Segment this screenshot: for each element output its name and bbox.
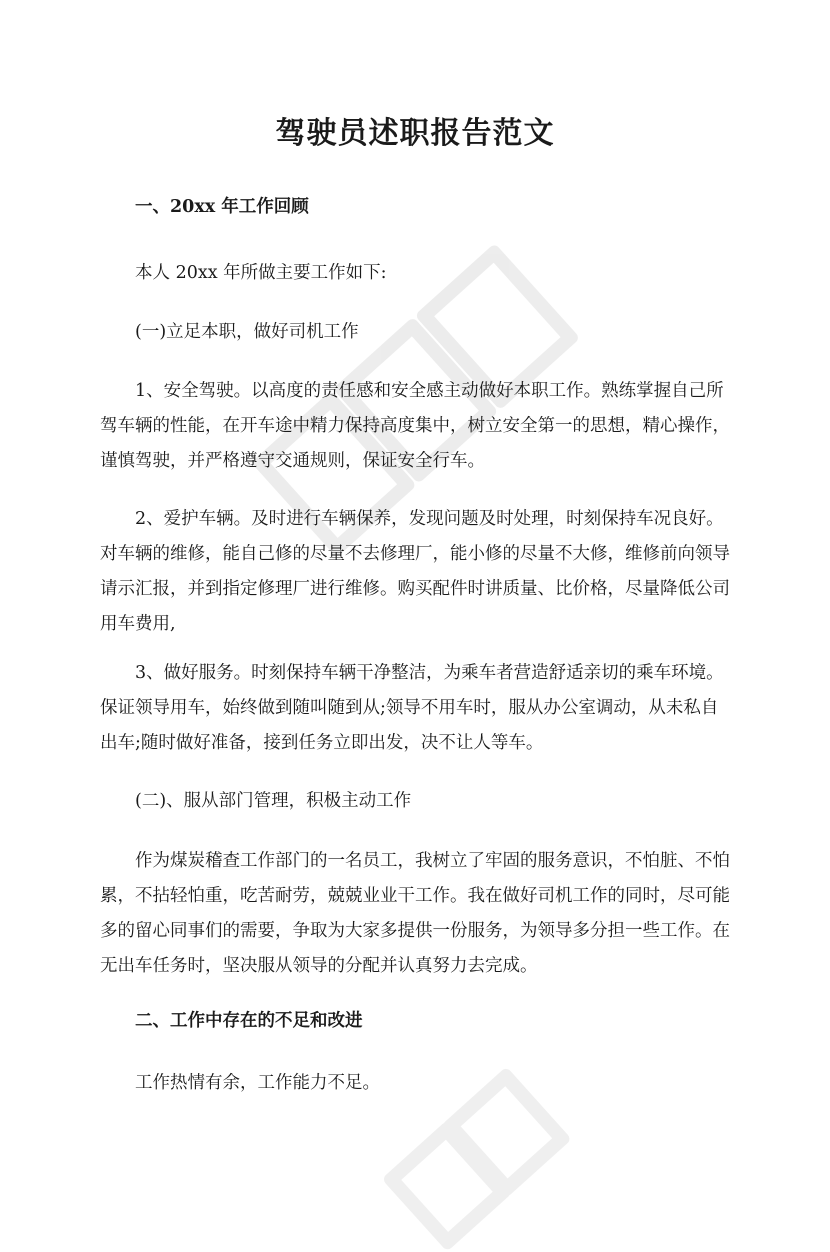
watermark-graphic-bottom (375, 1024, 605, 1246)
intro-paragraph: 本人 20xx 年所做主要工作如下: (135, 263, 387, 283)
section-heading-1: 一、20xx 年工作回顾 (135, 197, 309, 217)
section-heading-2: 二、工作中存在的不足和改进 (135, 1011, 363, 1031)
paragraph-item-2: 2、爱护车辆。及时进行车辆保养，发现问题及时处理，时刻保持车况良好。对车辆的维修，能自己修的尽量不去修理厂，能小修的尽量不大修，维修前向领导请示汇报，并到指定修理厂进行维修。购买配件时讲质量、比价格，尽量降低公司用车费用, (100, 509, 730, 634)
document-title: 驾驶员述职报告范文 (275, 116, 555, 151)
paragraph-sub2-body: 作为煤炭稽查工作部门的一名员工，我树立了牢固的服务意识，不怕脏、不怕累，不拈轻怕重，吃苦耐劳，兢兢业业干工作。我在做好司机工作的同时，尽可能多的留心同事们的需要，争取为大家多提供一份服务，为领导多分担一些工作。在无出车任务时，坚决服从领导的分配并认真努力去完成。 (100, 851, 730, 976)
paragraph-item-3: 3、做好服务。时刻保持车辆干净整洁，为乘车者营造舒适亲切的乘车环境。保证领导用车，始终做到随叫随到从;领导不用车时，服从办公室调动，从未私自出车;随时做好准备，接到任务立即出发，决不让人等车。 (100, 663, 724, 753)
subsection-heading-2: (二)、服从部门管理，积极主动工作 (135, 791, 412, 811)
subsection-heading-1: (一)立足本职，做好司机工作 (135, 322, 359, 342)
paragraph-section2-body: 工作热情有余，工作能力不足。 (135, 1073, 380, 1093)
paragraph-item-1: 1、安全驾驶。以高度的责任感和安全感主动做好本职工作。熟练掌握自己所驾车辆的性能，在开车途中精力保持高度集中，树立安全第一的思想，精心操作，谨慎驾驶，并严格遵守交通规则，保证安全行车。 (100, 381, 730, 471)
